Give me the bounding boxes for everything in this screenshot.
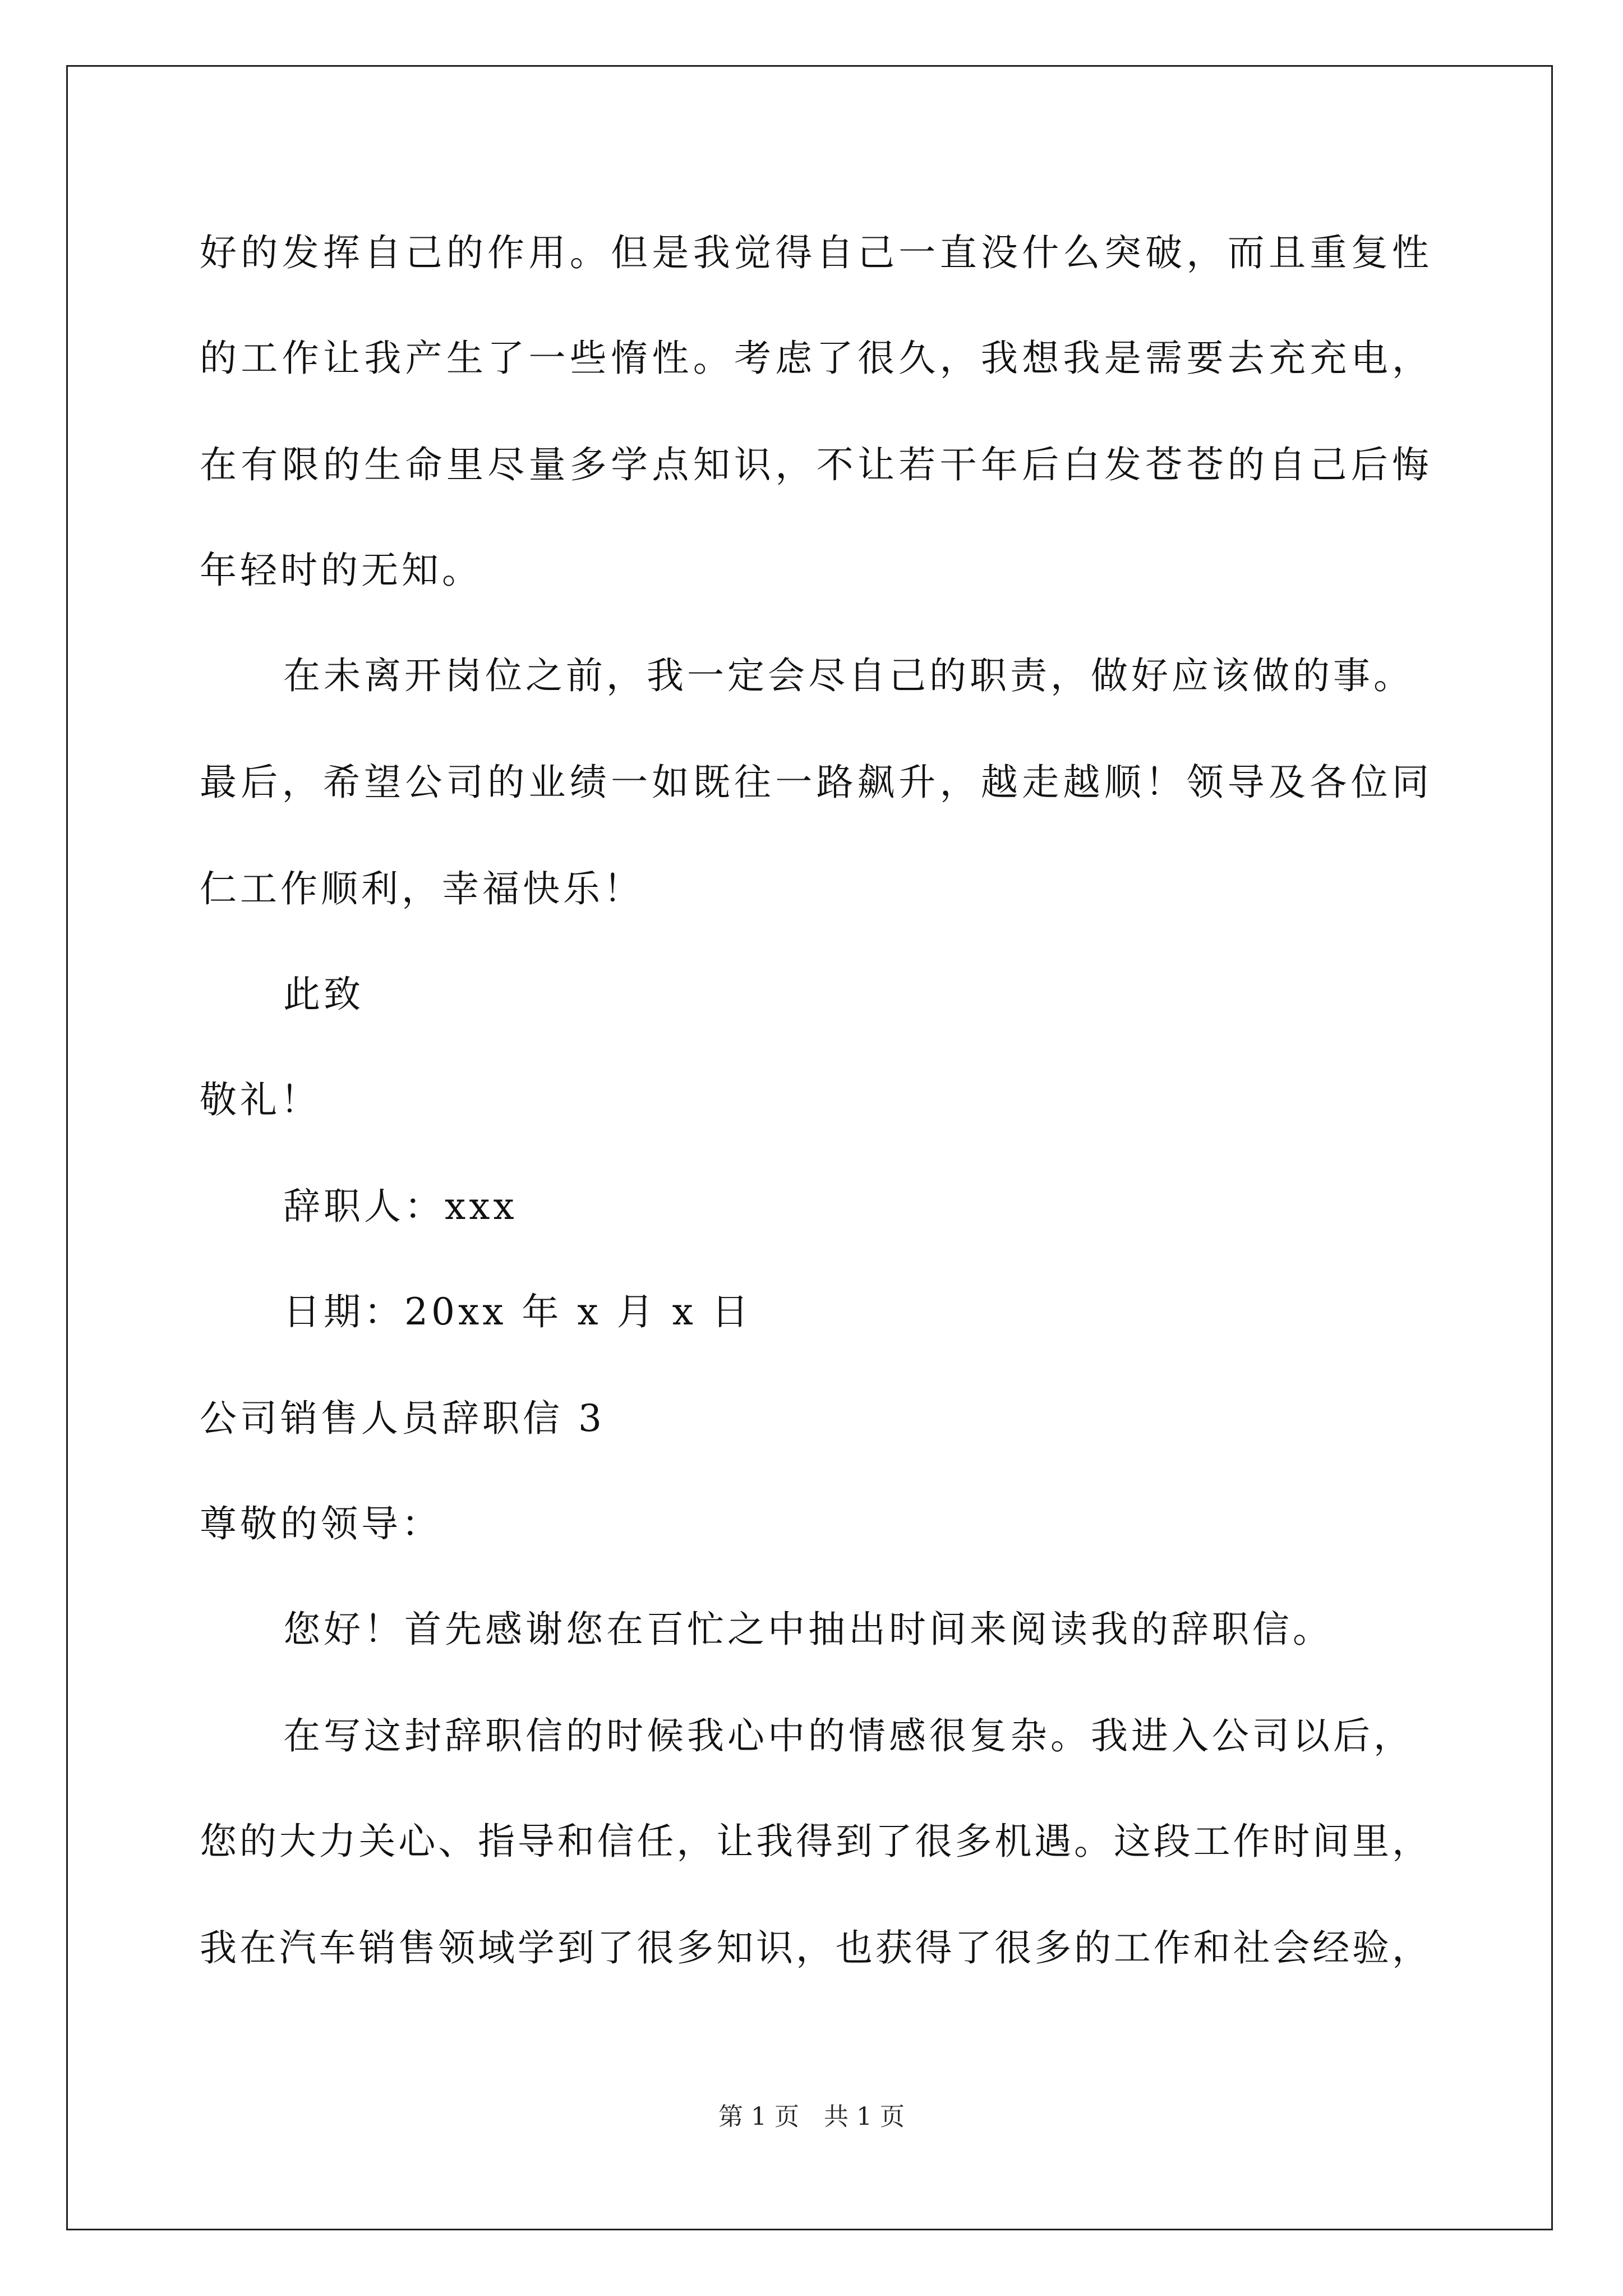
body-text-line: 您的大力关心、指导和信任，让我得到了很多机遇。这段工作时间里， bbox=[200, 1820, 1429, 1863]
closing-salutation: 此致 bbox=[283, 973, 364, 1016]
body-text-line: 年轻时的无知。 bbox=[200, 549, 482, 592]
page-border bbox=[66, 65, 1553, 2230]
page-number-footer: 第 1 页 共 1 页 bbox=[718, 2102, 905, 2131]
paragraph-line: 在写这封辞职信的时候我心中的情感很复杂。我进入公司以后， bbox=[283, 1714, 1414, 1757]
paragraph-line: 您好！首先感谢您在百忙之中抽出时间来阅读我的辞职信。 bbox=[283, 1608, 1333, 1651]
closing-regards: 敬礼！ bbox=[200, 1078, 321, 1121]
date-line: 日期：20xx 年 x 月 x 日 bbox=[283, 1290, 752, 1333]
body-text-line: 仁工作顺利，幸福快乐！ bbox=[200, 867, 644, 910]
section-heading: 公司销售人员辞职信 3 bbox=[200, 1397, 605, 1440]
body-text-line: 最后，希望公司的业绩一如既往一路飙升，越走越顺！领导及各位同 bbox=[200, 761, 1429, 804]
signer-line: 辞职人：xxx bbox=[283, 1185, 518, 1228]
body-text-line: 我在汽车销售领域学到了很多知识，也获得了很多的工作和社会经验， bbox=[200, 1926, 1429, 1970]
body-text-line: 的工作让我产生了一些惰性。考虑了很久，我想我是需要去充充电， bbox=[200, 337, 1429, 380]
body-text-line: 好的发挥自己的作用。但是我觉得自己一直没什么突破，而且重复性 bbox=[200, 231, 1429, 274]
greeting-line: 尊敬的领导： bbox=[200, 1502, 442, 1545]
body-text-line: 在有限的生命里尽量多学点知识，不让若干年后白发苍苍的自己后悔 bbox=[200, 443, 1429, 486]
paragraph-line: 在未离开岗位之前，我一定会尽自己的职责，做好应该做的事。 bbox=[283, 654, 1414, 697]
